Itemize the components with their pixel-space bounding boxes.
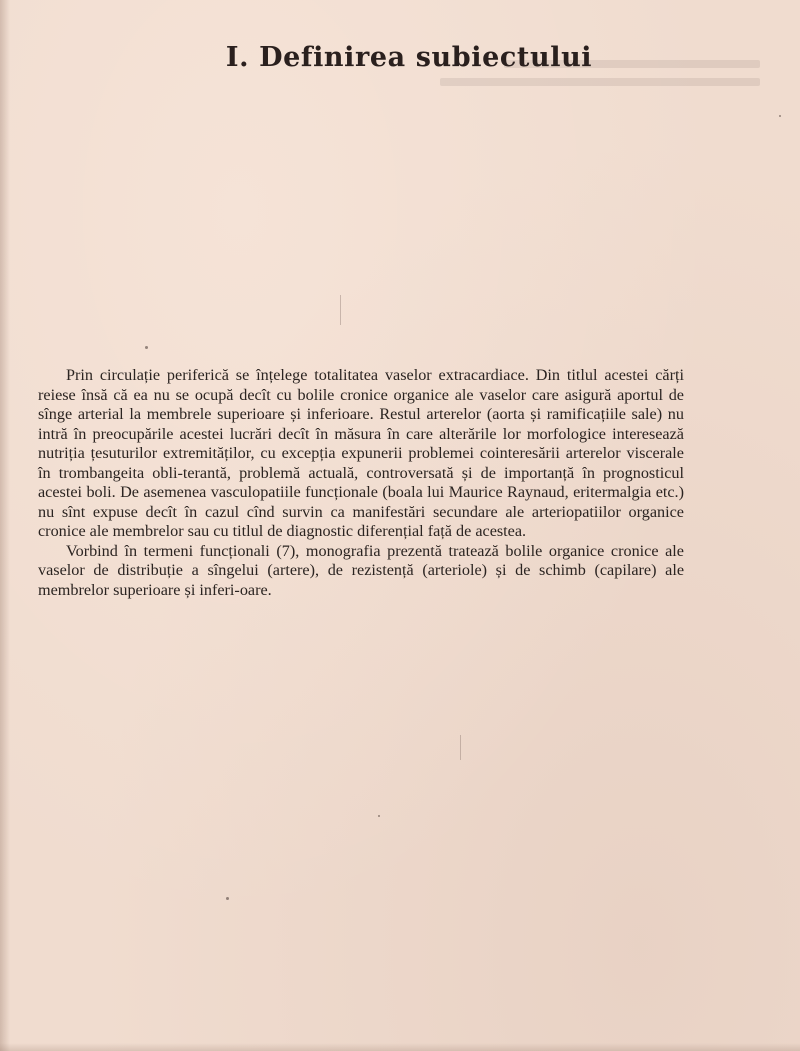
show-through-line [440, 78, 760, 86]
chapter-title: I. Definirea subiectului [225, 42, 593, 73]
paper-speck [779, 115, 781, 117]
chapter-body [38, 366, 684, 600]
paper-speck [378, 815, 380, 817]
paragraph-1: Prin circulație periferică se înțelege totalitatea vaselor extracardiace. Din titlul acestei cărți reiese însă că ea nu se ocupă decît cu bolile cronice organice ale vaselor care asigură aportul de sînge arterial la membrele superioare și inferioare. Restul arterelor (aorta și ramificațiile sale) nu intră în preocupările acestei lucrări decît în măsura în care alterările lor morfologice interesează nutriția țesuturilor extremităților, cu excepția expunerii problemei cointeresării arterelor viscerale în trombangeita obli-terantă, problemă actuală, controversată și de importanță în prognosticul acestei boli. De asemenea vasculopatiile funcționale (boala lui Maurice Raynaud, eritermalgia etc.) nu sînt expuse decît în cazul cînd survin ca manifestări secundare ale arteriopatiilor organice cronice ale membrelor sau cu titlul de diagnostic diferențial față de acestea. [38, 366, 684, 540]
paper-crease [340, 295, 341, 325]
paper-crease [460, 735, 461, 760]
page-shadow-left [0, 0, 10, 1051]
paper-speck [145, 346, 148, 349]
paper-speck [226, 897, 229, 900]
paragraph-2: Vorbind în termeni funcționali (7), monografia prezentă tratează bolile organice cronice ale vaselor de distribuție a sîngelui (artere), de rezistență (arteriole) și de schimb (capilare) ale membrelor superioare și inferi-oare. [38, 541, 684, 599]
page-shadow-bottom [0, 1043, 800, 1051]
